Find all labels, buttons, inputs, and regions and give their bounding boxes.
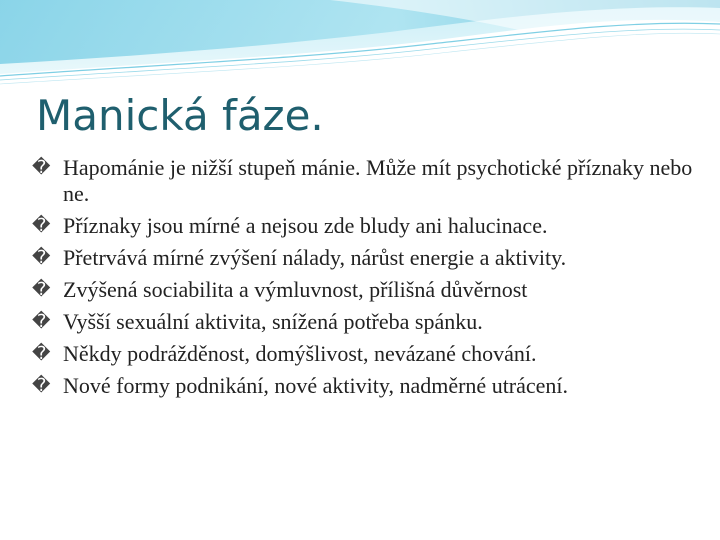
bullet-text: Příznaky jsou mírné a nejsou zde bludy ani halucinace. bbox=[63, 213, 548, 238]
bullet-item bbox=[32, 309, 704, 335]
bullet-item bbox=[32, 341, 704, 367]
replacement-character-icon: � bbox=[32, 215, 51, 236]
replacement-character-icon: � bbox=[32, 247, 51, 268]
bullet-text: Někdy podrážděnost, domýšlivost, nevázané chování. bbox=[63, 341, 537, 366]
bullet-item bbox=[32, 155, 704, 207]
slide-title: Manická fáze. bbox=[36, 91, 324, 140]
bullet-text: Hapománie je nižší stupeň mánie. Může mít psychotické příznaky nebo ne. bbox=[63, 155, 693, 206]
header-wave-decoration bbox=[0, 0, 720, 90]
bullet-text: Přetrvává mírné zvýšení nálady, nárůst energie a aktivity. bbox=[63, 245, 567, 270]
bullet-item bbox=[32, 245, 704, 271]
replacement-character-icon: � bbox=[32, 157, 51, 178]
bullet-text: Vyšší sexuální aktivita, snížená potřeba spánku. bbox=[63, 309, 483, 334]
bullet-text: Zvýšená sociabilita a výmluvnost, přílišná důvěrnost bbox=[63, 277, 528, 302]
replacement-character-icon: � bbox=[32, 375, 51, 396]
replacement-character-icon: � bbox=[32, 279, 51, 300]
bullet-item bbox=[32, 277, 704, 303]
replacement-character-icon: � bbox=[32, 311, 51, 332]
bullet-list bbox=[32, 155, 704, 405]
replacement-character-icon: � bbox=[32, 343, 51, 364]
bullet-text: Nové formy podnikání, nové aktivity, nadměrné utrácení. bbox=[63, 373, 569, 398]
bullet-item bbox=[32, 373, 704, 399]
bullet-item bbox=[32, 213, 704, 239]
